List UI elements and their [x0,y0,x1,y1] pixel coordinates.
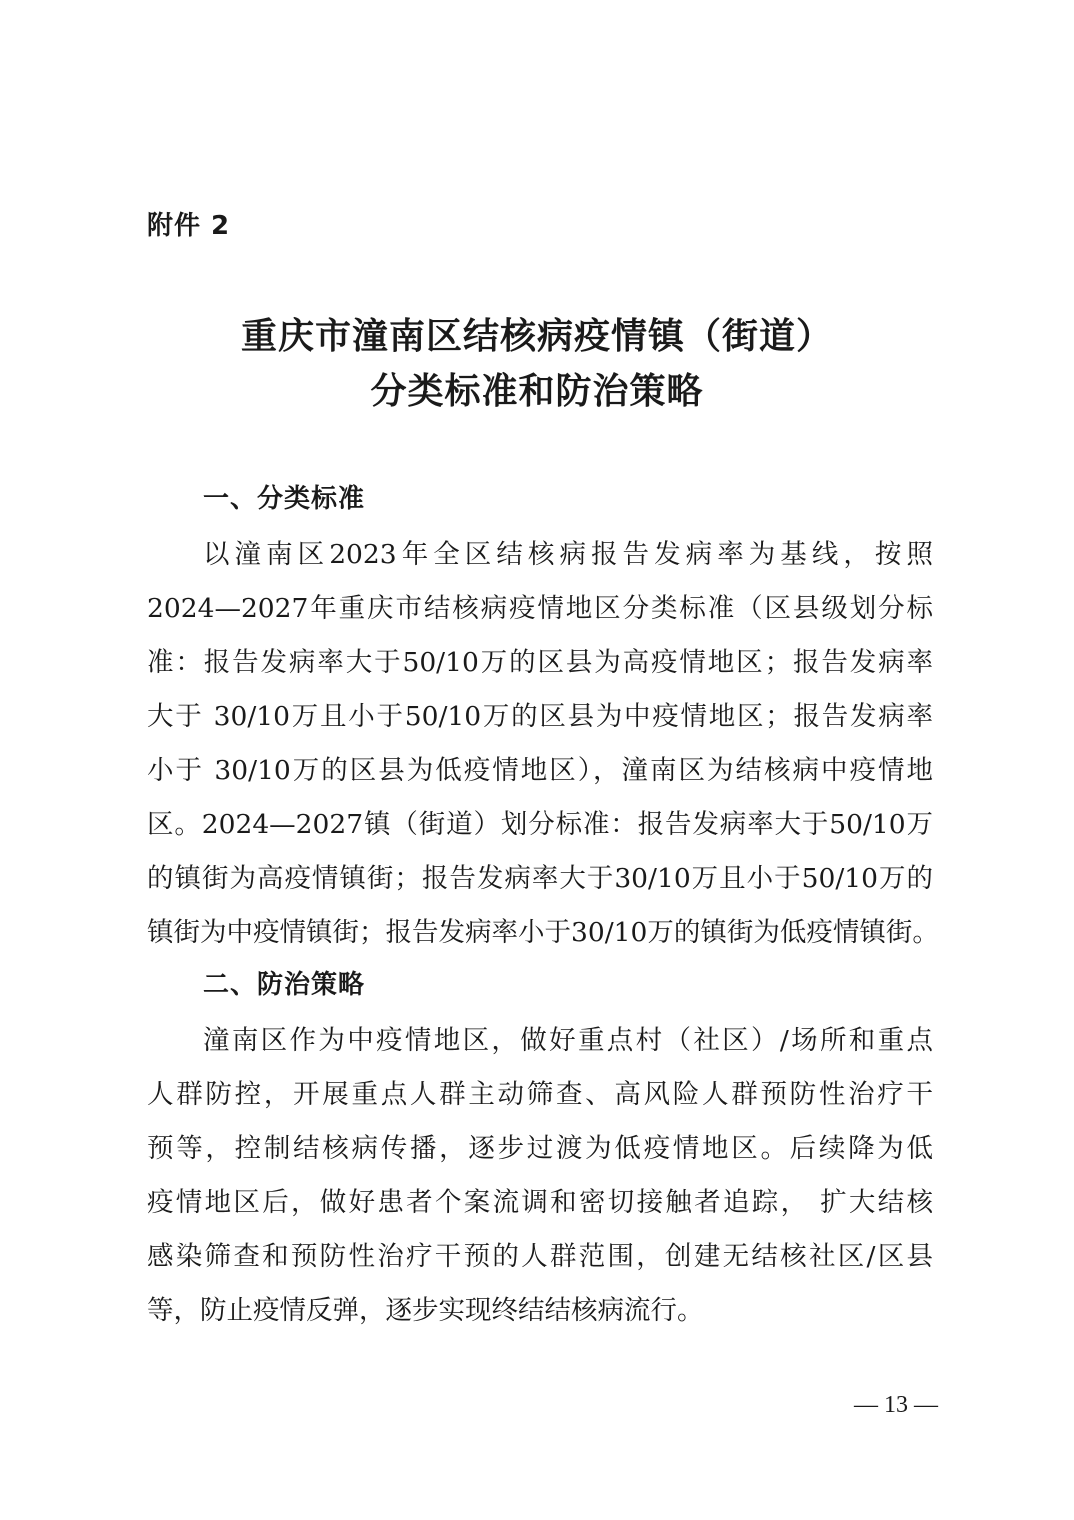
document-title-line-2: 分类标准和防治策略 [370,370,704,412]
section-heading-classification: 一、分类标准 [203,484,366,514]
paragraph-line: 潼南区作为中疫情地区，做好重点村（社区）/场所和重点 [203,1025,933,1056]
paragraph-line: 镇街为中疫情镇街；报告发病率小于30/10万的镇街为低疫情镇街。 [147,917,939,948]
paragraph-line: 区。2024—2027镇（街道）划分标准：报告发病率大于50/10万 [147,809,933,840]
paragraph-line: 预等，控制结核病传播，逐步过渡为低疫情地区。后续降为低 [147,1133,933,1164]
paragraph-line: 以潼南区2023年全区结核病报告发病率为基线，按照 [203,539,933,570]
paragraph-line: 人群防控，开展重点人群主动筛查、高风险人群预防性治疗干 [147,1079,933,1110]
paragraph-line: 等，防止疫情反弹，逐步实现终结结核病流行。 [147,1295,704,1326]
document-title-line-1: 重庆市潼南区结核病疫情镇（街道） [240,315,833,357]
paragraph-line: 准：报告发病率大于50/10万的区县为高疫情地区；报告发病率 [147,647,933,678]
section-heading-strategy: 二、防治策略 [203,970,366,1000]
paragraph-line: 疫情地区后，做好患者个案流调和密切接触者追踪， 扩大结核 [147,1187,933,1218]
attachment-label: 附件 2 [147,211,231,241]
paragraph-line: 2024—2027年重庆市结核病疫情地区分类标准（区县级划分标 [147,593,933,624]
paragraph-line: 大于 30/10万且小于50/10万的区县为中疫情地区；报告发病率 [147,701,933,732]
paragraph-line: 感染筛查和预防性治疗干预的人群范围，创建无结核社区/区县 [147,1241,933,1272]
paragraph-line: 小于 30/10万的区县为低疫情地区），潼南区为结核病中疫情地 [147,755,933,786]
page-number: — 13 — [854,1392,938,1418]
paragraph-line: 的镇街为高疫情镇街；报告发病率大于30/10万且小于50/10万的 [147,863,933,894]
